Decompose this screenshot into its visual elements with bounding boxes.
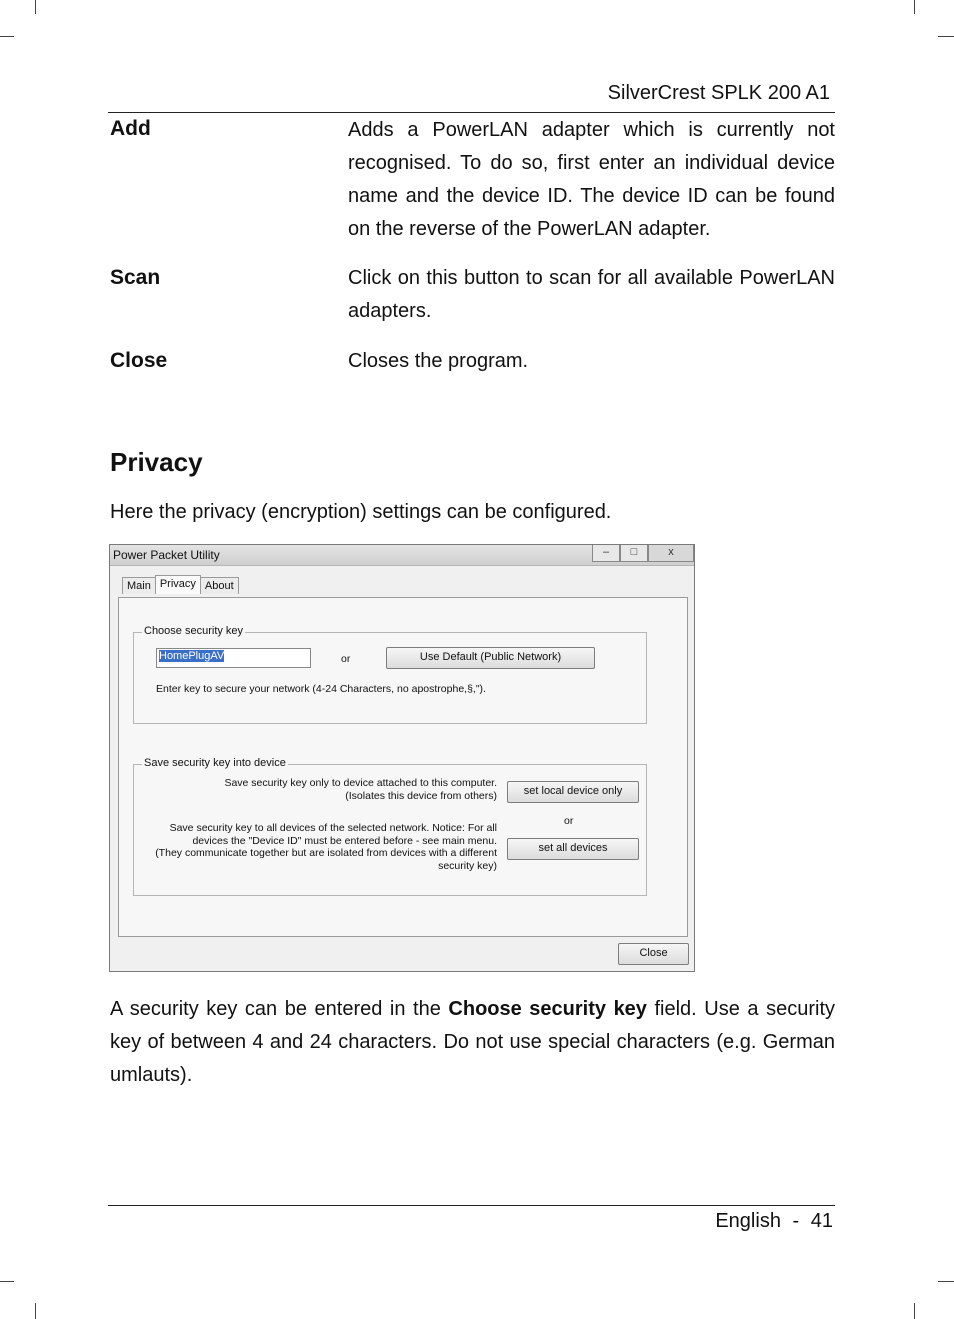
page-number: 41	[810, 1210, 833, 1232]
window-controls	[592, 545, 694, 562]
section-heading: Privacy	[110, 447, 203, 477]
tab-main[interactable]: Main	[122, 577, 156, 594]
crop-mark	[914, 1303, 915, 1319]
crop-mark	[0, 1281, 14, 1282]
close-icon[interactable]: x	[648, 545, 694, 562]
all-text-line: security key)	[438, 859, 497, 872]
set-local-device-button[interactable]: set local device only	[507, 781, 639, 803]
tab-bar	[122, 577, 238, 594]
local-text-line: Save security key only to device attached to this computer.	[224, 777, 497, 789]
footer-rule	[108, 1205, 835, 1206]
definition-description: Click on this button to scan for all available PowerLAN adapters.	[348, 267, 835, 322]
key-hint: Enter key to secure your network (4-24 Characters, no apostrophe,§,").	[156, 683, 486, 695]
or-label: or	[341, 653, 351, 665]
use-default-button[interactable]: Use Default (Public Network)	[386, 647, 595, 669]
crop-mark	[35, 0, 36, 14]
maximize-icon[interactable]: □	[620, 545, 648, 562]
all-text-line: devices the "Device ID" must be entered before - see main menu.	[192, 834, 497, 847]
group-legend: Choose security key	[144, 625, 244, 637]
minimize-icon[interactable]: –	[592, 545, 620, 562]
body-text-start: A security key can be entered in the	[110, 998, 449, 1020]
body-paragraph	[110, 993, 835, 1092]
or-label: or	[564, 815, 574, 827]
all-text-line: Save security key to all devices of the selected network. Notice: For all	[169, 822, 497, 834]
definition-description: Adds a PowerLAN adapter which is currently not recognised. To do so, first enter an individual device name and the device ID. The device ID can be found on the reverse of the PowerLAN adapter.	[348, 119, 835, 240]
footer-language: English	[715, 1210, 781, 1232]
body-text-bold: Choose security key	[448, 998, 647, 1020]
group-legend: Save security key into device	[144, 757, 286, 769]
crop-mark	[938, 1281, 954, 1282]
body-text-end: field. Use a security key of between 4 and 24 characters. Do not use special characters (e.g. German umlauts).	[110, 998, 835, 1086]
security-key-value: HomePlugAV	[159, 650, 225, 662]
close-button[interactable]: Close	[618, 943, 689, 965]
running-header: SilverCrest SPLK 200 A1	[607, 82, 830, 104]
tab-about[interactable]: About	[200, 577, 239, 594]
crop-mark	[35, 1303, 36, 1319]
local-text-line: (Isolates this device from others)	[345, 789, 497, 802]
local-text	[154, 777, 497, 802]
all-text	[144, 822, 497, 872]
privacy-panel	[118, 597, 688, 937]
footer-separator: -	[792, 1210, 800, 1232]
power-packet-utility-dialog	[109, 544, 695, 972]
section-intro: Here the privacy (encryption) settings can be configured.	[110, 501, 612, 523]
header-rule	[108, 112, 835, 113]
tab-privacy[interactable]: Privacy	[155, 575, 201, 594]
definition-term: Close	[110, 349, 168, 372]
save-key-group	[133, 757, 647, 896]
crop-mark	[938, 36, 954, 37]
crop-mark	[914, 0, 915, 14]
security-key-input[interactable]	[156, 648, 311, 668]
dialog-titlebar	[110, 545, 694, 566]
page-footer	[715, 1210, 833, 1233]
set-all-devices-button[interactable]: set all devices	[507, 838, 639, 860]
definition-description: Closes the program.	[348, 350, 529, 372]
dialog-title: Power Packet Utility	[113, 548, 220, 562]
crop-mark	[0, 36, 14, 37]
all-text-line: (They communicate together but are isolated from devices with a different	[155, 847, 497, 859]
choose-key-group	[133, 625, 647, 724]
definition-term: Add	[110, 117, 151, 140]
definition-term: Scan	[110, 266, 161, 289]
